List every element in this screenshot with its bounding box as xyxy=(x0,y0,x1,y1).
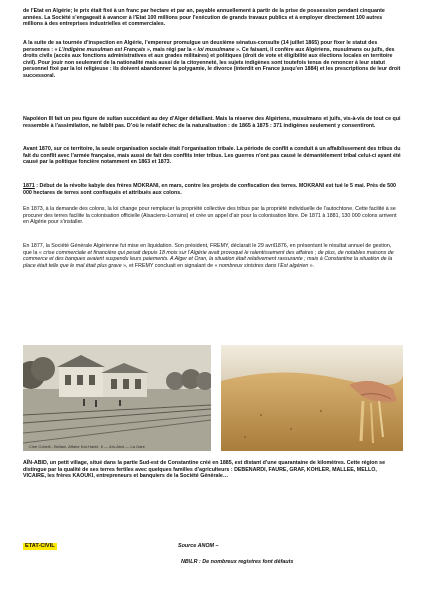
station-photo xyxy=(23,345,211,451)
paragraph-senatus-consulte xyxy=(23,40,401,80)
station-illustration xyxy=(23,345,211,451)
wheat-photo xyxy=(221,345,403,451)
p7-mid: », et FREMY concluait en signalant de « xyxy=(121,262,220,269)
p7-quote-sinistres: nombreux sinistres dans l’Est algérien xyxy=(219,262,309,269)
p2-quote-loi: « loi musulmane » xyxy=(193,46,239,53)
wheat-illustration xyxy=(221,345,403,451)
paragraph-revolte-1871 xyxy=(23,183,401,196)
p7-start: En 1877, la Société Générale Algérienne fut mise en liquidation. Son président, FREMY, déclarait le 29 avril1876, en présentant le résultat annuel de gestion, que la « xyxy=(23,243,392,256)
p2-end: . Ce faisant, il confère aux Algériens, musulmans ou juifs, des droits civils (accès aux fonctions administratives et aux grades militaires) et politiques (droit de vote et éligibilité aux élections locales en territoire civil). Pour jouir non seulement de la nationalité mais aussi de la citoyenneté, les sujets indigènes sont toutefois tenus de renoncer à leur statut personnel fixé par la loi religieuse : ils doivent abandonner la polygamie, le divorce (interdit en France jusqu’en 1884) et les prescriptions de leur droit successoral. xyxy=(23,46,401,79)
etat-civil-badge: ETAT-CIVIL xyxy=(25,543,55,549)
p5-rest: : Début de la révolte kabyle des frères MOKRANI, en mars, contre les projets de confiscation des terres. MOKRANI est tué le 5 mai. Près de 500 000 hectares de terres sont confisqués et attribués aux colons. xyxy=(23,183,396,196)
p2-start: A la suite de sa tournée d’inspection en Algérie, l’empereur promulgue un deuxième sénatus-consulte (14 juillet 1865) pour fixer le statut des personnes : xyxy=(23,40,378,53)
source-note: Source ANOM – xyxy=(178,543,219,549)
paragraph-organisation-tribale: Avant 1870, sur ce territoire, la seule organisation sociale était l’organisation tribale. La période de conflit a conduit à un affaiblissement des tribus du fait du conflit avec l’armée française, mais aussi de fait des conflits inter tribus. Les guerres n’ont pas causé le démantèlement tribal celui-ci ayant été causé par la politique foncière notamment en 1863 et 1873. xyxy=(23,146,401,166)
paragraph-societe-generale: de l’Etat en Algérie; le prix était fixé à un franc par hectare et par an, payable annuellement à partir de la prise de possession pendant cinquante années. La Société s’engageait à avancer à l’Etat 100 millions pour l’exécution de grands travaux publics et à employer directement 100 autres millions à des entreprises industrielles et commerciales. xyxy=(23,8,385,28)
paragraph-ain-abid: AÏN-ABID, un petit village, situé dans la partie Sud-est de Constantine créé en 1885, est distant d’une quarantaine de kilomètres. Cette région se distingue par la qualité de ses terres fertiles avec quelques familles d’agriculteurs : DEBENARDI, FAURE, GRAF, KOHLER, MALLEE, MELLO, VICAIRE, les frères KAOUKI, entrepreneurs et banquiers de la Société Générale… xyxy=(23,460,386,480)
p7-quote-crise: crise commerciale et financière qui pesait depuis 18 mois sur l’Algérie avait provoqué le ralentissement des affaires ; de plus, de notables maisons de commerce et des banques avaient suspendu leurs paiements. A Alger et Oran, la situation était relativement rassurante ; mais à Constantine la situation de la place était telle que le mal était plus grave xyxy=(23,249,394,269)
paragraph-loi-1873: En 1873, à la demande des colons, la loi change pour remplacer la propriété collective des tribus par la propriété individuelle de l’autochtone. Cette facilité à se procurer des terres facilite la colonisation officielle (Alsaciens-Lorrains) et crée un appel d’air pour la colonisation libre. De 1871 à 1881, 130 000 colons arrivent en Algérie pour s’installer. xyxy=(23,206,397,226)
p7-end: ». xyxy=(308,262,315,269)
station-caption: Ciné Cobelli - Bellani. Affaire Kat-Hanlé. 6 — Aïn-Abid — La Gare xyxy=(29,444,145,449)
p2-mid: , mais régi par la xyxy=(149,46,194,53)
registres-note: NB\LR : De nombreux registres font défauts xyxy=(181,559,294,565)
paragraph-liquidation-1877 xyxy=(23,243,401,269)
p5-year: 1871 xyxy=(23,183,35,189)
paragraph-napoleon: Napoléon III fait un peu figure de sultan succédant au dey d’Alger défaillant. Mais la réserve des Algériens, musulmans et juifs, vis-à-vis de tout ce qui ressemble à l’assimilation, ne faiblit pas. D’où le relatif échec de la naturalisation : de 1865 à 1875 : 371 indigènes seulement y consentiront. xyxy=(23,116,401,129)
p2-quote-francais: « L’indigène musulman est Français » xyxy=(54,46,150,53)
